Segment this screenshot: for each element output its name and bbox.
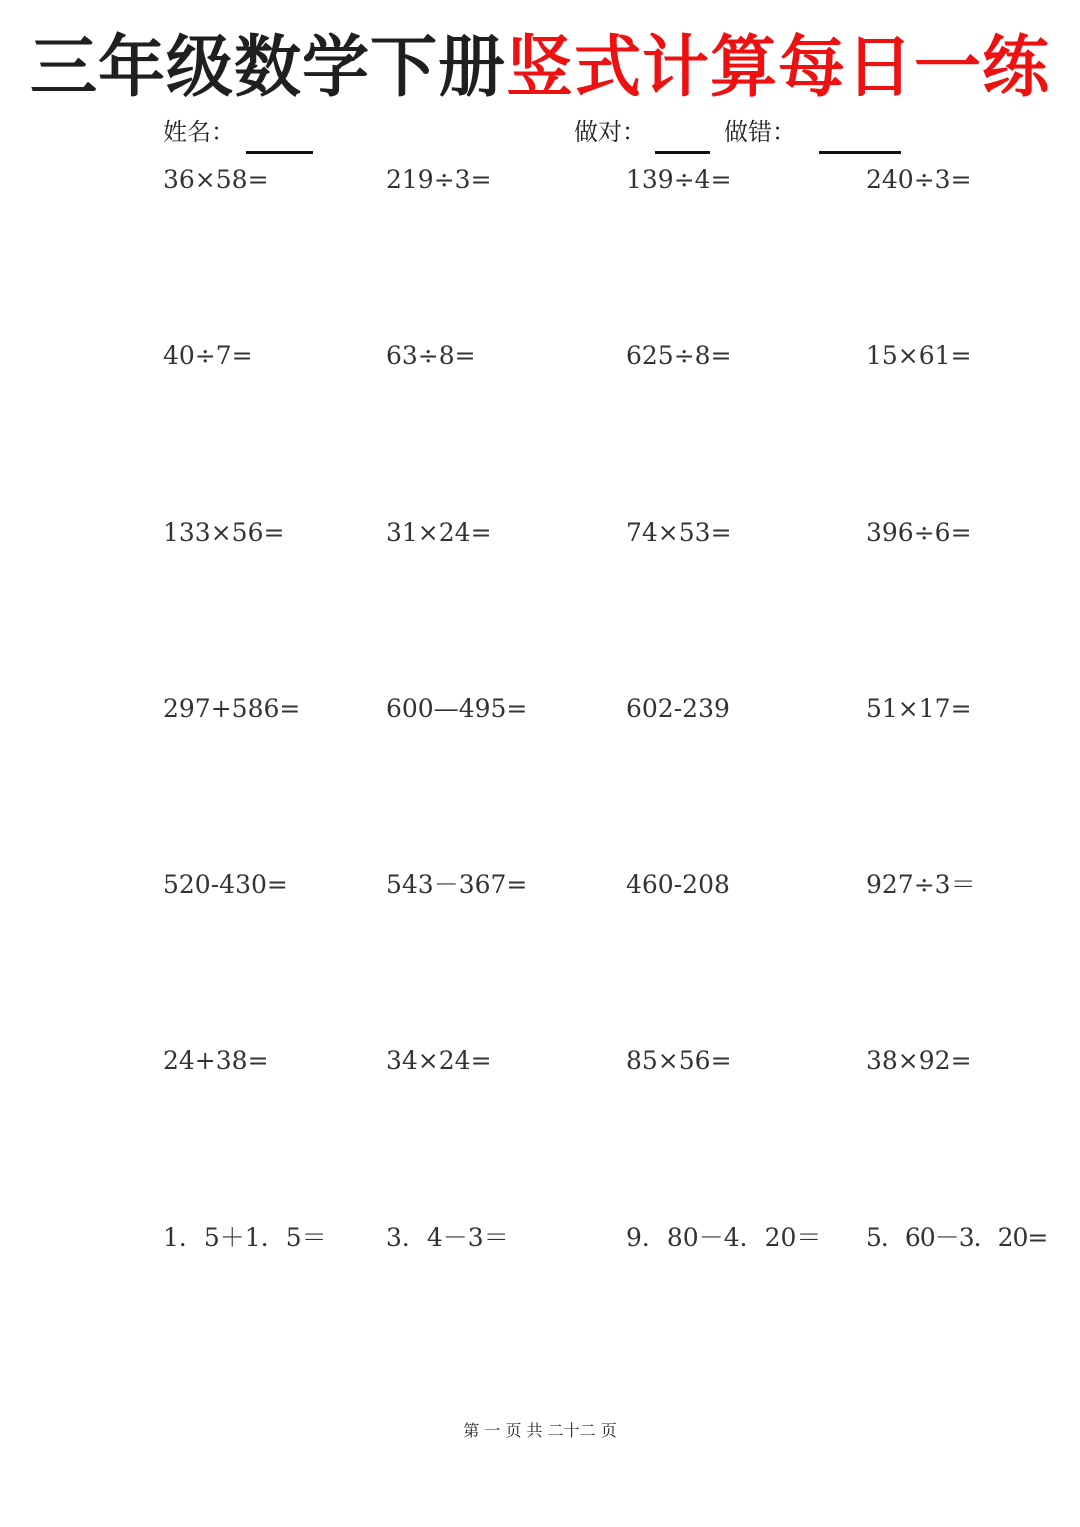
problem-2-3: 625÷8= <box>626 341 732 370</box>
correct-blank <box>655 151 710 154</box>
problem-1-1: 36×58= <box>163 165 269 194</box>
problem-7-1: 1．5＋1．5＝ <box>163 1223 327 1252</box>
page-title <box>0 22 1080 112</box>
problem-3-2: 31×24= <box>386 518 492 547</box>
problem-5-2: 543－367= <box>386 870 528 899</box>
problem-1-2: 219÷3= <box>386 165 492 194</box>
problem-6-4: 38×92= <box>866 1046 972 1075</box>
wrong-blank <box>819 151 901 154</box>
problem-2-4: 15×61= <box>866 341 972 370</box>
problem-4-2: 600—495= <box>386 694 528 723</box>
problem-6-2: 34×24= <box>386 1046 492 1075</box>
problem-5-1: 520-430= <box>163 870 288 899</box>
problem-3-4: 396÷6= <box>866 518 972 547</box>
problem-7-2: 3．4－3＝ <box>386 1223 509 1252</box>
name-label: 姓名： <box>163 118 235 146</box>
wrong-label: 做错： <box>724 118 796 146</box>
problem-4-1: 297+586= <box>163 694 301 723</box>
problem-1-3: 139÷4= <box>626 165 732 194</box>
problem-7-4: 5．60－3．20= <box>866 1223 1048 1252</box>
correct-label: 做对： <box>574 118 646 146</box>
problem-1-4: 240÷3= <box>866 165 972 194</box>
problem-3-1: 133×56= <box>163 518 285 547</box>
problem-5-3: 460-208 <box>626 870 730 899</box>
problem-4-3: 602-239 <box>626 694 730 723</box>
problem-6-3: 85×56= <box>626 1046 732 1075</box>
title-highlight: 竖式计算每日一练 <box>506 28 1050 106</box>
problem-6-1: 24+38= <box>163 1046 269 1075</box>
name-blank <box>246 151 313 154</box>
problem-5-4: 927÷3＝ <box>866 870 976 899</box>
page-footer: 第 一 页 共 二十二 页 <box>463 1421 617 1440</box>
problem-2-2: 63÷8= <box>386 341 476 370</box>
problem-4-4: 51×17= <box>866 694 972 723</box>
title-main: 三年级数学下册 <box>30 28 506 106</box>
problem-3-3: 74×53= <box>626 518 732 547</box>
problem-2-1: 40÷7= <box>163 341 253 370</box>
problem-7-3: 9．80－4．20＝ <box>626 1223 822 1252</box>
